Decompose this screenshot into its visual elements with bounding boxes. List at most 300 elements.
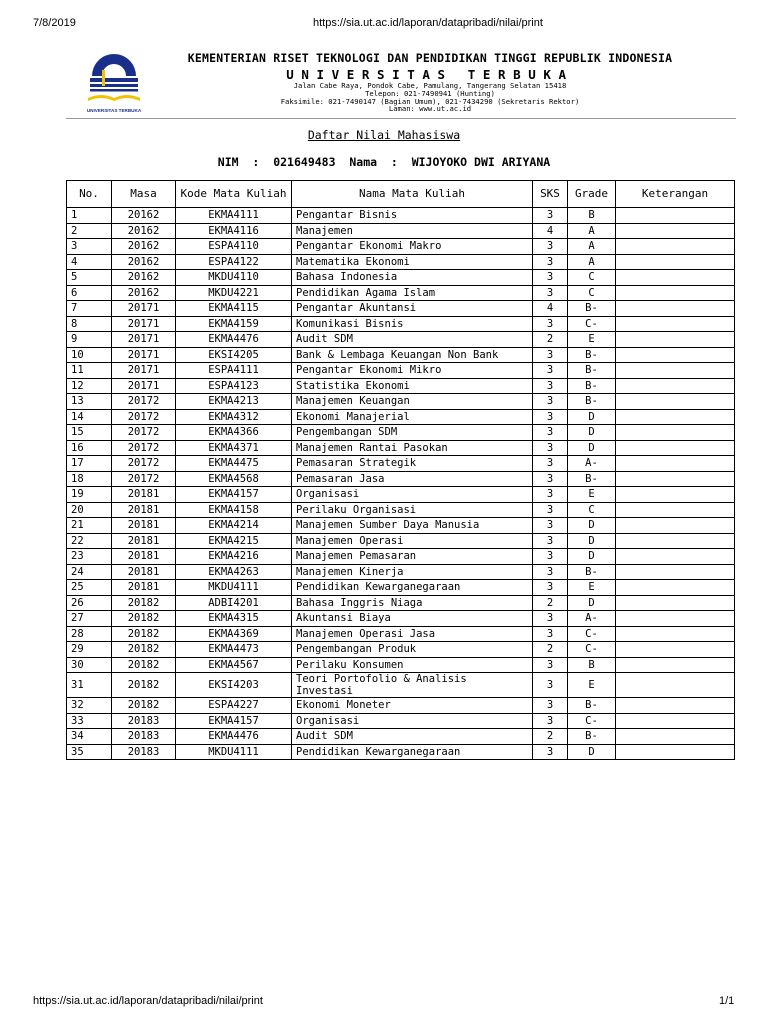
cell-kode: EKMA4158 (176, 502, 292, 518)
cell-no: 23 (67, 549, 112, 565)
cell-grade: D (568, 549, 616, 565)
cell-kode: EKMA4214 (176, 518, 292, 534)
table-row (67, 301, 735, 317)
cell-no: 31 (67, 673, 112, 698)
cell-sks: 3 (533, 698, 568, 714)
cell-keterangan (616, 208, 735, 224)
table-row (67, 332, 735, 348)
cell-masa: 20162 (112, 254, 176, 270)
cell-no: 7 (67, 301, 112, 317)
cell-masa: 20171 (112, 363, 176, 379)
cell-nama: Pengembangan Produk (292, 642, 533, 658)
cell-keterangan (616, 440, 735, 456)
cell-nama: Bahasa Indonesia (292, 270, 533, 286)
cell-masa: 20172 (112, 394, 176, 410)
cell-masa: 20183 (112, 729, 176, 745)
cell-grade: B- (568, 347, 616, 363)
table-row (67, 744, 735, 760)
cell-nama: Manajemen Rantai Pasokan (292, 440, 533, 456)
cell-nama: Manajemen Operasi Jasa (292, 626, 533, 642)
cell-kode: EKMA4215 (176, 533, 292, 549)
cell-no: 28 (67, 626, 112, 642)
cell-nama: Organisasi (292, 487, 533, 503)
column-header-nama: Nama Mata Kuliah (292, 181, 533, 208)
cell-sks: 3 (533, 285, 568, 301)
cell-no: 9 (67, 332, 112, 348)
cell-no: 30 (67, 657, 112, 673)
cell-kode: EKSI4203 (176, 673, 292, 698)
cell-keterangan (616, 456, 735, 472)
cell-sks: 3 (533, 316, 568, 332)
cell-sks: 3 (533, 564, 568, 580)
cell-kode: EKMA4366 (176, 425, 292, 441)
name-value: WIJOYOKO DWI ARIYANA (411, 155, 551, 169)
cell-nama: Manajemen Sumber Daya Manusia (292, 518, 533, 534)
cell-keterangan (616, 580, 735, 596)
cell-masa: 20183 (112, 713, 176, 729)
cell-no: 2 (67, 223, 112, 239)
cell-kode: EKMA4159 (176, 316, 292, 332)
nim-label: NIM (217, 155, 239, 169)
cell-nama: Manajemen Pemasaran (292, 549, 533, 565)
cell-nama: Perilaku Organisasi (292, 502, 533, 518)
cell-kode: ADBI4201 (176, 595, 292, 611)
cell-nama: Pendidikan Kewarganegaraan (292, 580, 533, 596)
cell-grade: D (568, 440, 616, 456)
cell-no: 11 (67, 363, 112, 379)
cell-sks: 3 (533, 363, 568, 379)
cell-masa: 20181 (112, 502, 176, 518)
cell-grade: B (568, 208, 616, 224)
table-header-row (67, 181, 735, 208)
cell-nama: Pengantar Ekonomi Makro (292, 239, 533, 255)
cell-no: 35 (67, 744, 112, 760)
cell-sks: 3 (533, 440, 568, 456)
table-row (67, 564, 735, 580)
cell-nama: Perilaku Konsumen (292, 657, 533, 673)
cell-masa: 20181 (112, 564, 176, 580)
cell-no: 20 (67, 502, 112, 518)
cell-masa: 20181 (112, 549, 176, 565)
table-row (67, 223, 735, 239)
print-date: 7/8/2019 (33, 17, 76, 29)
cell-nama: Pengantar Akuntansi (292, 301, 533, 317)
cell-no: 32 (67, 698, 112, 714)
cell-nama: Pemasaran Jasa (292, 471, 533, 487)
cell-keterangan (616, 332, 735, 348)
footer-url: https://sia.ut.ac.id/laporan/datapribadi/nilai/print (33, 995, 263, 1007)
cell-sks: 3 (533, 518, 568, 534)
table-row (67, 657, 735, 673)
cell-keterangan (616, 301, 735, 317)
table-row (67, 347, 735, 363)
cell-masa: 20182 (112, 595, 176, 611)
cell-kode: EKMA4115 (176, 301, 292, 317)
cell-kode: ESPA4123 (176, 378, 292, 394)
cell-keterangan (616, 502, 735, 518)
cell-no: 33 (67, 713, 112, 729)
cell-keterangan (616, 270, 735, 286)
cell-no: 14 (67, 409, 112, 425)
cell-kode: EKMA4111 (176, 208, 292, 224)
cell-keterangan (616, 471, 735, 487)
table-row (67, 316, 735, 332)
cell-kode: ESPA4122 (176, 254, 292, 270)
footer-page-number: 1/1 (719, 995, 735, 1007)
cell-kode: MKDU4111 (176, 580, 292, 596)
cell-grade: B- (568, 378, 616, 394)
cell-keterangan (616, 657, 735, 673)
cell-nama: Pengantar Ekonomi Mikro (292, 363, 533, 379)
cell-sks: 3 (533, 580, 568, 596)
cell-sks: 2 (533, 729, 568, 745)
cell-sks: 3 (533, 549, 568, 565)
cell-grade: D (568, 518, 616, 534)
cell-nama: Matematika Ekonomi (292, 254, 533, 270)
ministry-title: KEMENTERIAN RISET TEKNOLOGI DAN PENDIDIKAN TINGGI REPUBLIK INDONESIA (187, 51, 673, 65)
cell-sks: 3 (533, 713, 568, 729)
cell-grade: B- (568, 363, 616, 379)
cell-keterangan (616, 698, 735, 714)
cell-grade: E (568, 332, 616, 348)
cell-nama: Bank & Lembaga Keuangan Non Bank (292, 347, 533, 363)
cell-nama: Pendidikan Agama Islam (292, 285, 533, 301)
cell-keterangan (616, 347, 735, 363)
cell-no: 10 (67, 347, 112, 363)
cell-sks: 3 (533, 254, 568, 270)
cell-no: 16 (67, 440, 112, 456)
cell-nama: Pendidikan Kewarganegaraan (292, 744, 533, 760)
cell-grade: A (568, 223, 616, 239)
cell-no: 17 (67, 456, 112, 472)
cell-masa: 20172 (112, 456, 176, 472)
cell-masa: 20171 (112, 378, 176, 394)
cell-no: 21 (67, 518, 112, 534)
cell-keterangan (616, 409, 735, 425)
cell-kode: EKMA4263 (176, 564, 292, 580)
cell-nama: Pengantar Bisnis (292, 208, 533, 224)
cell-keterangan (616, 729, 735, 745)
cell-masa: 20183 (112, 744, 176, 760)
cell-masa: 20182 (112, 611, 176, 627)
cell-grade: E (568, 673, 616, 698)
cell-masa: 20181 (112, 518, 176, 534)
website: Laman: www.ut.ac.id (388, 104, 472, 113)
cell-keterangan (616, 487, 735, 503)
cell-masa: 20162 (112, 239, 176, 255)
column-header-masa: Masa (112, 181, 176, 208)
cell-kode: MKDU4110 (176, 270, 292, 286)
cell-sks: 3 (533, 626, 568, 642)
table-row (67, 595, 735, 611)
cell-masa: 20181 (112, 580, 176, 596)
cell-nama: Akuntansi Biaya (292, 611, 533, 627)
cell-grade: B- (568, 698, 616, 714)
cell-sks: 3 (533, 270, 568, 286)
cell-kode: EKMA4369 (176, 626, 292, 642)
grades-table (66, 180, 735, 760)
fax: Faksimile: 021-7490147 (Bagian Umum), 021-7434290 (Sekretaris Rektor) (280, 97, 580, 106)
table-row (67, 471, 735, 487)
cell-no: 6 (67, 285, 112, 301)
column-header-kode: Kode Mata Kuliah (176, 181, 292, 208)
table-row (67, 611, 735, 627)
column-header-sks: SKS (533, 181, 568, 208)
cell-sks: 4 (533, 223, 568, 239)
cell-masa: 20182 (112, 698, 176, 714)
cell-kode: EKSI4205 (176, 347, 292, 363)
cell-grade: B- (568, 564, 616, 580)
cell-nama: Pengembangan SDM (292, 425, 533, 441)
cell-kode: EKMA4315 (176, 611, 292, 627)
table-row (67, 409, 735, 425)
cell-sks: 3 (533, 378, 568, 394)
table-row (67, 698, 735, 714)
cell-nama: Ekonomi Manajerial (292, 409, 533, 425)
cell-sks: 3 (533, 394, 568, 410)
table-row (67, 713, 735, 729)
cell-grade: A (568, 239, 616, 255)
cell-kode: EKMA4476 (176, 332, 292, 348)
cell-no: 24 (67, 564, 112, 580)
cell-masa: 20181 (112, 533, 176, 549)
cell-nama: Manajemen Kinerja (292, 564, 533, 580)
cell-masa: 20172 (112, 471, 176, 487)
cell-nama: Pemasaran Strategik (292, 456, 533, 472)
cell-keterangan (616, 363, 735, 379)
table-row (67, 518, 735, 534)
cell-sks: 3 (533, 425, 568, 441)
cell-nama: Ekonomi Moneter (292, 698, 533, 714)
cell-grade: A- (568, 456, 616, 472)
cell-masa: 20182 (112, 626, 176, 642)
cell-keterangan (616, 316, 735, 332)
cell-no: 12 (67, 378, 112, 394)
table-row (67, 729, 735, 745)
cell-sks: 3 (533, 208, 568, 224)
cell-grade: B- (568, 471, 616, 487)
cell-grade: E (568, 487, 616, 503)
university-title: UNIVERSITAS TERBUKA (286, 67, 574, 82)
address: Jalan Cabe Raya, Pondok Cabe, Pamulang, Tangerang Selatan 15418 (293, 81, 567, 90)
cell-masa: 20162 (112, 270, 176, 286)
cell-kode: ESPA4111 (176, 363, 292, 379)
nim-value: 021649483 (273, 155, 336, 169)
cell-keterangan (616, 285, 735, 301)
cell-no: 13 (67, 394, 112, 410)
cell-no: 4 (67, 254, 112, 270)
cell-kode: ESPA4227 (176, 698, 292, 714)
cell-keterangan (616, 394, 735, 410)
table-row (67, 394, 735, 410)
cell-no: 25 (67, 580, 112, 596)
cell-sks: 3 (533, 456, 568, 472)
cell-sks: 3 (533, 673, 568, 698)
table-row (67, 549, 735, 565)
cell-nama: Organisasi (292, 713, 533, 729)
table-row (67, 533, 735, 549)
cell-no: 18 (67, 471, 112, 487)
cell-kode: EKMA4371 (176, 440, 292, 456)
cell-grade: C (568, 270, 616, 286)
cell-keterangan (616, 642, 735, 658)
cell-masa: 20182 (112, 657, 176, 673)
cell-kode: EKMA4157 (176, 713, 292, 729)
table-row (67, 487, 735, 503)
cell-nama: Manajemen Operasi (292, 533, 533, 549)
cell-keterangan (616, 378, 735, 394)
cell-no: 22 (67, 533, 112, 549)
cell-nama: Manajemen (292, 223, 533, 239)
column-header-keterangan: Keterangan (616, 181, 735, 208)
cell-grade: D (568, 425, 616, 441)
cell-nama: Audit SDM (292, 332, 533, 348)
cell-sks: 2 (533, 642, 568, 658)
cell-keterangan (616, 518, 735, 534)
cell-sks: 3 (533, 487, 568, 503)
cell-kode: EKMA4476 (176, 729, 292, 745)
cell-nama: Teori Portofolio & Analisis Investasi (292, 673, 533, 698)
cell-keterangan (616, 744, 735, 760)
cell-nama: Audit SDM (292, 729, 533, 745)
university-logo-icon (80, 52, 148, 116)
cell-grade: B- (568, 729, 616, 745)
cell-sks: 2 (533, 595, 568, 611)
cell-masa: 20182 (112, 642, 176, 658)
table-row (67, 285, 735, 301)
table-row (67, 270, 735, 286)
table-row (67, 642, 735, 658)
cell-kode: EKMA4568 (176, 471, 292, 487)
name-label: Nama (349, 155, 378, 169)
cell-grade: B (568, 657, 616, 673)
cell-kode: EKMA4473 (176, 642, 292, 658)
table-row (67, 363, 735, 379)
cell-nama: Statistika Ekonomi (292, 378, 533, 394)
table-row (67, 440, 735, 456)
cell-no: 27 (67, 611, 112, 627)
cell-sks: 3 (533, 657, 568, 673)
cell-grade: E (568, 580, 616, 596)
table-row (67, 626, 735, 642)
cell-keterangan (616, 673, 735, 698)
cell-masa: 20182 (112, 673, 176, 698)
cell-sks: 3 (533, 471, 568, 487)
print-url: https://sia.ut.ac.id/laporan/datapribadi/nilai/print (313, 17, 543, 29)
cell-sks: 3 (533, 744, 568, 760)
cell-masa: 20162 (112, 208, 176, 224)
cell-grade: C- (568, 316, 616, 332)
document-title: Daftar Nilai Mahasiswa (307, 128, 461, 142)
table-row (67, 239, 735, 255)
cell-keterangan (616, 239, 735, 255)
cell-masa: 20162 (112, 285, 176, 301)
cell-masa: 20171 (112, 301, 176, 317)
cell-keterangan (616, 626, 735, 642)
cell-keterangan (616, 595, 735, 611)
cell-keterangan (616, 254, 735, 270)
cell-kode: MKDU4111 (176, 744, 292, 760)
cell-grade: B- (568, 301, 616, 317)
cell-grade: C (568, 502, 616, 518)
cell-no: 15 (67, 425, 112, 441)
cell-kode: EKMA4216 (176, 549, 292, 565)
student-info: NIM : 021649483 Nama : WIJOYOKO DWI ARIYANA (217, 155, 551, 169)
table-row (67, 378, 735, 394)
cell-masa: 20172 (112, 409, 176, 425)
cell-no: 34 (67, 729, 112, 745)
cell-keterangan (616, 533, 735, 549)
cell-grade: C (568, 285, 616, 301)
column-header-grade: Grade (568, 181, 616, 208)
telephone: Telepon: 021-7490941 (Hunting) (365, 89, 495, 98)
cell-keterangan (616, 564, 735, 580)
cell-masa: 20171 (112, 316, 176, 332)
cell-sks: 3 (533, 502, 568, 518)
cell-masa: 20171 (112, 332, 176, 348)
cell-kode: EKMA4157 (176, 487, 292, 503)
cell-sks: 2 (533, 332, 568, 348)
cell-keterangan (616, 549, 735, 565)
cell-no: 3 (67, 239, 112, 255)
cell-sks: 3 (533, 347, 568, 363)
cell-sks: 3 (533, 239, 568, 255)
cell-grade: C- (568, 713, 616, 729)
cell-kode: ESPA4110 (176, 239, 292, 255)
table-row (67, 254, 735, 270)
table-row (67, 580, 735, 596)
table-row (67, 425, 735, 441)
cell-grade: D (568, 595, 616, 611)
cell-no: 1 (67, 208, 112, 224)
cell-grade: D (568, 409, 616, 425)
cell-kode: EKMA4475 (176, 456, 292, 472)
cell-keterangan (616, 713, 735, 729)
cell-nama: Bahasa Inggris Niaga (292, 595, 533, 611)
cell-keterangan (616, 223, 735, 239)
cell-masa: 20162 (112, 223, 176, 239)
cell-grade: A (568, 254, 616, 270)
table-row (67, 502, 735, 518)
cell-no: 29 (67, 642, 112, 658)
cell-sks: 3 (533, 611, 568, 627)
cell-masa: 20171 (112, 347, 176, 363)
cell-grade: C- (568, 642, 616, 658)
cell-grade: A- (568, 611, 616, 627)
cell-no: 5 (67, 270, 112, 286)
cell-masa: 20172 (112, 440, 176, 456)
cell-no: 8 (67, 316, 112, 332)
svg-text:UNIVERSITAS TERBUKA: UNIVERSITAS TERBUKA (86, 108, 142, 113)
cell-keterangan (616, 425, 735, 441)
cell-kode: EKMA4116 (176, 223, 292, 239)
cell-nama: Manajemen Keuangan (292, 394, 533, 410)
cell-grade: D (568, 533, 616, 549)
cell-sks: 3 (533, 533, 568, 549)
cell-kode: EKMA4567 (176, 657, 292, 673)
cell-sks: 3 (533, 409, 568, 425)
cell-kode: EKMA4213 (176, 394, 292, 410)
table-row (67, 208, 735, 224)
table-row (67, 456, 735, 472)
cell-no: 19 (67, 487, 112, 503)
cell-kode: EKMA4312 (176, 409, 292, 425)
cell-sks: 4 (533, 301, 568, 317)
cell-keterangan (616, 611, 735, 627)
cell-no: 26 (67, 595, 112, 611)
cell-grade: C- (568, 626, 616, 642)
cell-masa: 20172 (112, 425, 176, 441)
